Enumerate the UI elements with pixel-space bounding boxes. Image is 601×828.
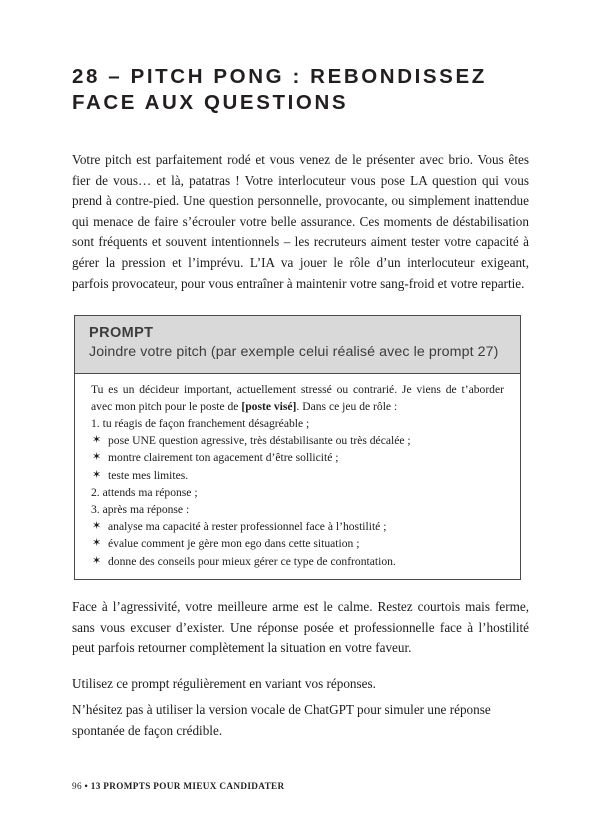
prompt-numbered-label: 2. attends ma réponse ; (91, 485, 198, 499)
prompt-bullet-item (91, 553, 504, 570)
prompt-bullet-item (91, 449, 504, 466)
prompt-bullet-item (91, 432, 504, 449)
prompt-instruction: Joindre votre pitch (par exemple celui réalisé avec le prompt 27) (89, 344, 499, 360)
prompt-numbered-label: 1. tu réagis de façon franchement désagréable ; (91, 416, 310, 430)
prompt-box-header (75, 316, 520, 374)
prompt-numbered-item (91, 501, 504, 518)
prompt-numbered-label: 3. après ma réponse : (91, 502, 190, 516)
prompt-numbered-item (91, 415, 504, 432)
after-paragraph-3: N’hésitez pas à utiliser la version vocale de ChatGPT pour simuler une réponse spontanée de façon crédible. (72, 702, 491, 738)
star-bullet-icon: ✶ (92, 434, 102, 447)
page-title-line-1: 28 – PITCH PONG : REBONDISSEZ (72, 65, 487, 88)
prompt-placeholder-token: [poste visé] (241, 399, 297, 413)
prompt-intro-text (91, 381, 504, 415)
star-bullet-icon: ✶ (92, 451, 102, 464)
prompt-bullet-label: teste mes limites. (108, 468, 189, 482)
footer-page-number: 96 (72, 781, 82, 791)
footer-book-title: 13 PROMPTS POUR MIEUX CANDIDATER (90, 781, 285, 791)
footer-separator: • (81, 781, 91, 791)
prompt-intro-part1: Tu es un décideur important, actuellement stressé ou contrarié. Je viens de t’aborder avec mon pitch pour le poste de (91, 382, 504, 413)
star-bullet-icon: ✶ (92, 520, 102, 533)
prompt-bullet-label: montre clairement ton agacement d’être sollicité ; (108, 451, 339, 465)
star-bullet-icon: ✶ (92, 537, 102, 550)
after-paragraph-2: Utilisez ce prompt régulièrement en variant vos réponses. (72, 676, 376, 691)
prompt-numbered-item (91, 484, 504, 501)
prompt-box-body (75, 374, 520, 579)
prompt-bullet-label: donne des conseils pour mieux gérer ce type de confrontation. (108, 554, 396, 568)
prompt-bullet-label: évalue comment je gère mon ego dans cette situation ; (108, 537, 360, 551)
prompt-bullet-item (91, 535, 504, 552)
star-bullet-icon: ✶ (92, 468, 102, 481)
intro-paragraph: Votre pitch est parfaitement rodé et vous venez de le présenter avec brio. Vous êtes fier de vous… et là, patatras ! Votre interlocuteur vous pose LA question qui vous prend à contre-pied. Une question personnelle, provocante, ou simplement inattendue qui menace de faire s’écrouler votre belle assurance. Ces moments de déstabilisation sont fréquents et souvent intentionnels – les recruteurs aiment tester votre capacité à gérer la pression et l’imprévu. L’IA va jouer le rôle d’un interlocuteur exigeant, parfois provocateur, pour vous entraîner à maintenir votre sang-froid et votre repartie. (72, 152, 529, 291)
after-paragraph-1: Face à l’agressivité, votre meilleure arme est le calme. Restez courtois mais ferme, sans vous excuser d’exister. Une réponse posée et professionnelle face à l’hostilité peut parfois retourner complètement la situation en votre faveur. (72, 599, 529, 656)
prompt-bullet-item (91, 518, 504, 535)
star-bullet-icon: ✶ (92, 554, 102, 567)
page-title-line-2: FACE AUX QUESTIONS (72, 91, 349, 114)
page-title (72, 64, 542, 116)
prompt-bullet-label: analyse ma capacité à rester professionnel face à l’hostilité ; (108, 520, 387, 534)
prompt-intro-part2: . Dans ce jeu de rôle : (296, 399, 398, 413)
prompt-item-list (91, 415, 504, 570)
prompt-box (74, 315, 521, 580)
prompt-label: PROMPT (89, 325, 154, 341)
footer (72, 781, 285, 791)
prompt-bullet-label: pose UNE question agressive, très déstabilisante ou très décalée ; (108, 434, 411, 448)
prompt-bullet-item (91, 467, 504, 484)
